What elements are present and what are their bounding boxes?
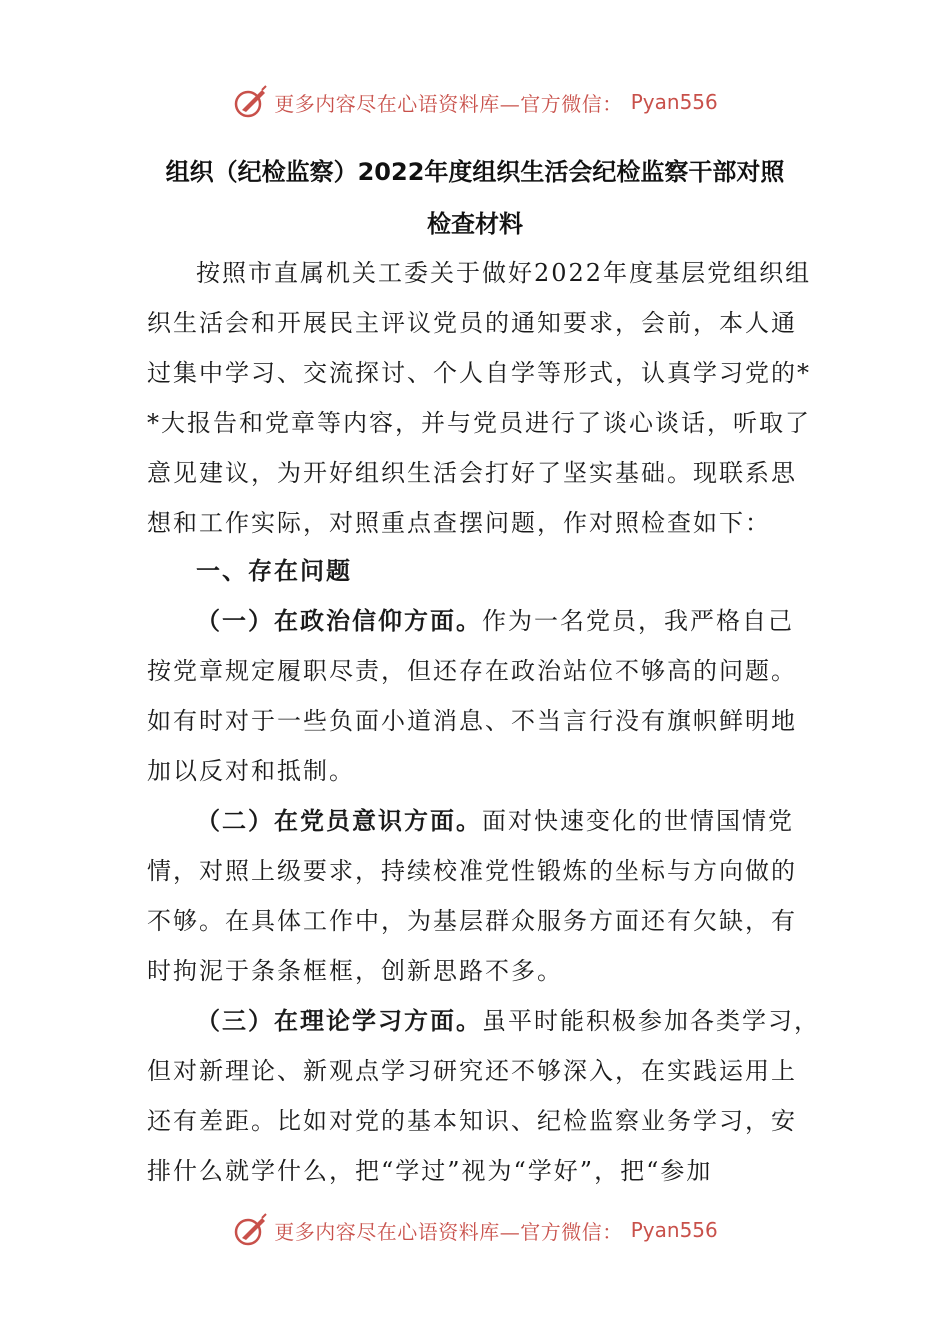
item-heading: （三）在理论学习方面。 [196, 1007, 482, 1035]
quill-logo-icon [232, 1212, 268, 1248]
item-line: 排什么就学什么，把“学过”视为“学好”，把“参加 [147, 1157, 713, 1185]
item-line: 但对新理论、新观点学习研究还不够深入，在实践运用上 [147, 1057, 797, 1085]
item-line: 按党章规定履职尽责，但还存在政治站位不够高的问题。 [147, 657, 797, 685]
watermark-header [0, 82, 950, 122]
document-title-line2: 检查材料 [427, 210, 523, 238]
item-heading: （二）在党员意识方面。 [196, 807, 482, 835]
document-title-line1: 组织（纪检监察）2022年度组织生活会纪检监察干部对照 [165, 158, 785, 186]
item-line: 还有差距。比如对党的基本知识、纪检监察业务学习，安 [147, 1107, 797, 1135]
item-text: 作为一名党员，我严格自己 [482, 607, 794, 635]
item-first-line [196, 1006, 820, 1036]
intro-line: 织生活会和开展民主评议党员的通知要求，会前，本人通 [147, 309, 797, 337]
intro-line: 想和工作实际，对照重点查摆问题，作对照检查如下： [147, 509, 771, 537]
item-first-line [196, 606, 807, 636]
watermark-text: 更多内容尽在心语资料库—官方微信： [274, 91, 623, 116]
item-line: 情，对照上级要求，持续校准党性锻炼的坐标与方向做的 [147, 857, 797, 885]
intro-line: 过集中学习、交流探讨、个人自学等形式，认真学习党的* [147, 359, 811, 387]
item-heading: （一）在政治信仰方面。 [196, 607, 482, 635]
watermark-id: Pyan556 [630, 1218, 718, 1242]
watermark-id: Pyan556 [630, 90, 718, 114]
intro-line: 按照市直属机关工委关于做好2022年度基层党组织组 [196, 259, 812, 287]
item-line: 不够。在具体工作中，为基层群众服务方面还有欠缺，有 [147, 907, 797, 935]
item-first-line [196, 806, 807, 836]
section-heading: 一、存在问题 [196, 557, 352, 585]
item-text: 虽平时能积极参加各类学习， [482, 1007, 820, 1035]
watermark-footer [0, 1210, 950, 1250]
item-line: 时拘泥于条条框框，创新思路不多。 [147, 957, 563, 985]
quill-logo-icon [232, 84, 268, 120]
intro-line: 意见建议，为开好组织生活会打好了坚实基础。现联系思 [147, 459, 797, 487]
item-line: 如有时对于一些负面小道消息、不当言行没有旗帜鲜明地 [147, 707, 797, 735]
item-line: 加以反对和抵制。 [147, 757, 355, 785]
intro-line: *大报告和党章等内容，并与党员进行了谈心谈话，听取了 [147, 409, 811, 437]
watermark-text: 更多内容尽在心语资料库—官方微信： [274, 1219, 623, 1244]
item-text: 面对快速变化的世情国情党 [482, 807, 794, 835]
